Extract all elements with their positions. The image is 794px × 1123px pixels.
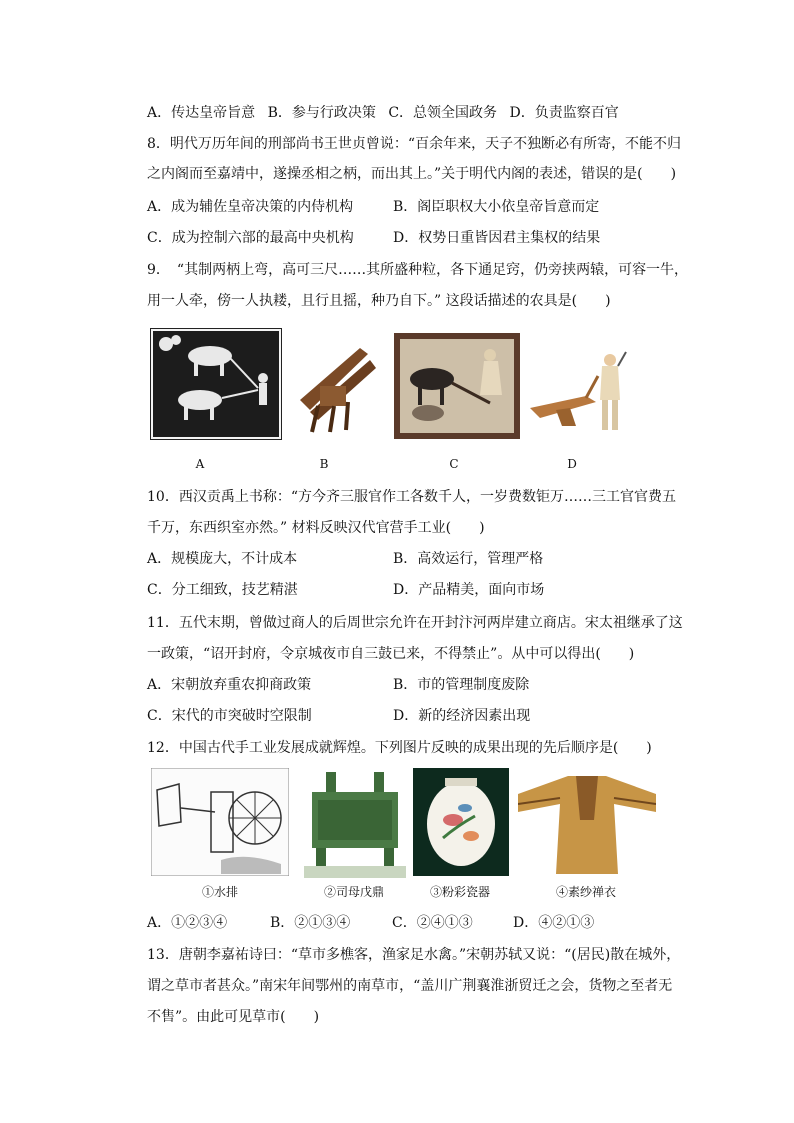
q9-caption-c: C <box>449 457 459 471</box>
q11-option-a: A．宋朝放弃重农抑商政策 <box>147 677 312 693</box>
q13-stem-line3: 不售”。由此可见草市( ) <box>147 1009 320 1025</box>
q12-option-d: D．④②①③ <box>513 915 595 931</box>
water-bellows-image <box>151 768 289 876</box>
q10-stem-line2: 千万，东西织室亦然。” 材料反映汉代官营手工业( ) <box>147 520 485 536</box>
q10-option-c: C．分工细致，技艺精湛 <box>147 582 298 598</box>
q9-figure-d <box>526 346 630 438</box>
q8-option-a: A．成为辅佐皇帝决策的内侍机构 <box>147 199 354 215</box>
q11-option-c: C．宋代的市突破时空限制 <box>147 708 312 724</box>
q13-stem-line1: 13．唐朝李嘉祐诗曰：“草市多樵客，渔家足水禽。”宋朝苏轼又说：“(居民)散在城外， <box>147 947 681 963</box>
seed-drill-image <box>290 340 382 436</box>
q12-figure-3 <box>413 768 509 876</box>
q7-option-c: C．总领全国政务 <box>388 105 498 121</box>
q7-option-a: A．传达皇帝旨意 <box>147 105 256 121</box>
q13-stem-line2: 谓之草市者甚众。”南宋年间鄂州的南草市，“盖川广荆襄淮浙贸迁之会，货物之至者无 <box>147 978 673 994</box>
mural-plowing-image <box>394 333 520 439</box>
q7-option-b: B．参与行政决策 <box>267 105 376 121</box>
q8-stem-line2: 之内阁而至嘉靖中，遂操丞相之柄，而出其上。”关于明代内阁的表述，错误的是( ) <box>147 166 677 182</box>
q11-option-d: D．新的经济因素出现 <box>393 708 531 724</box>
man-with-plow-image <box>526 346 630 438</box>
q12-option-b: B．②①③④ <box>270 915 351 931</box>
q9-caption-a: A <box>195 457 205 471</box>
q10-option-a: A．规模庞大，不计成本 <box>147 551 298 567</box>
q10-option-b: B．高效运行，管理严格 <box>393 551 544 567</box>
q12-figure-2 <box>304 770 406 878</box>
q7-option-d: D．负责监察百官 <box>509 105 619 121</box>
q12-stem: 12．中国古代手工业发展成就辉煌。下列图片反映的成果出现的先后顺序是( ) <box>147 740 652 756</box>
q12-figure-1 <box>151 768 289 876</box>
q10-option-d: D．产品精美，面向市场 <box>393 582 545 598</box>
q12-caption-3: ③粉彩瓷器 <box>429 885 490 899</box>
q8-option-c: C．成为控制六部的最高中央机构 <box>147 230 354 246</box>
q12-figure-4 <box>518 770 656 876</box>
q12-caption-4: ④素纱禅衣 <box>555 885 616 899</box>
q9-figure-a <box>150 328 282 440</box>
q9-stem-line1: 9． “其制两柄上弯，高可三尺……其所盛种粒，各下通足窍，仍旁挟两辕，可容一牛， <box>147 262 689 278</box>
q9-caption-d: D <box>567 457 577 471</box>
q12-caption-1: ①水排 <box>201 885 238 899</box>
q8-stem-line1: 8．明代万历年间的刑部尚书王世贞曾说：“百余年来，天子不独断必有所寄，不能不归 <box>147 136 682 152</box>
q11-stem-line1: 11．五代末期，曾做过商人的后周世宗允许在开封汴河两岸建立商店。宋太祖继承了这 <box>147 615 683 631</box>
q10-stem-line1: 10．西汉贡禹上书称：“方今齐三服官作工各数千人，一岁费数钜万……三工官官费五 <box>147 489 676 505</box>
q9-figure-c <box>394 333 520 439</box>
q11-option-b: B．市的管理制度废除 <box>393 677 530 693</box>
q12-option-c: C．②④①③ <box>392 915 473 931</box>
porcelain-jar-image <box>413 768 509 876</box>
q11-stem-line2: 一政策，“诏开封府，令京城夜市自三鼓已来，不得禁止”。从中可以得出( ) <box>147 646 635 662</box>
q8-option-d: D．权势日重皆因君主集权的结果 <box>393 230 601 246</box>
gauze-robe-image <box>518 770 656 876</box>
q12-option-a: A．①②③④ <box>147 915 228 931</box>
q9-caption-b: B <box>319 457 329 471</box>
bronze-ding-image <box>304 770 406 878</box>
q7-options-row <box>147 103 619 123</box>
q9-figure-b <box>290 340 382 436</box>
q12-caption-2: ②司母戊鼎 <box>323 885 384 899</box>
q9-stem-line2: 用一人牵，傍一人执耧，且行且摇，种乃自下。” 这段话描述的农具是( ) <box>147 293 611 309</box>
q8-option-b: B．阁臣职权大小依皇帝旨意而定 <box>393 199 600 215</box>
oxen-plowing-image <box>150 328 282 440</box>
